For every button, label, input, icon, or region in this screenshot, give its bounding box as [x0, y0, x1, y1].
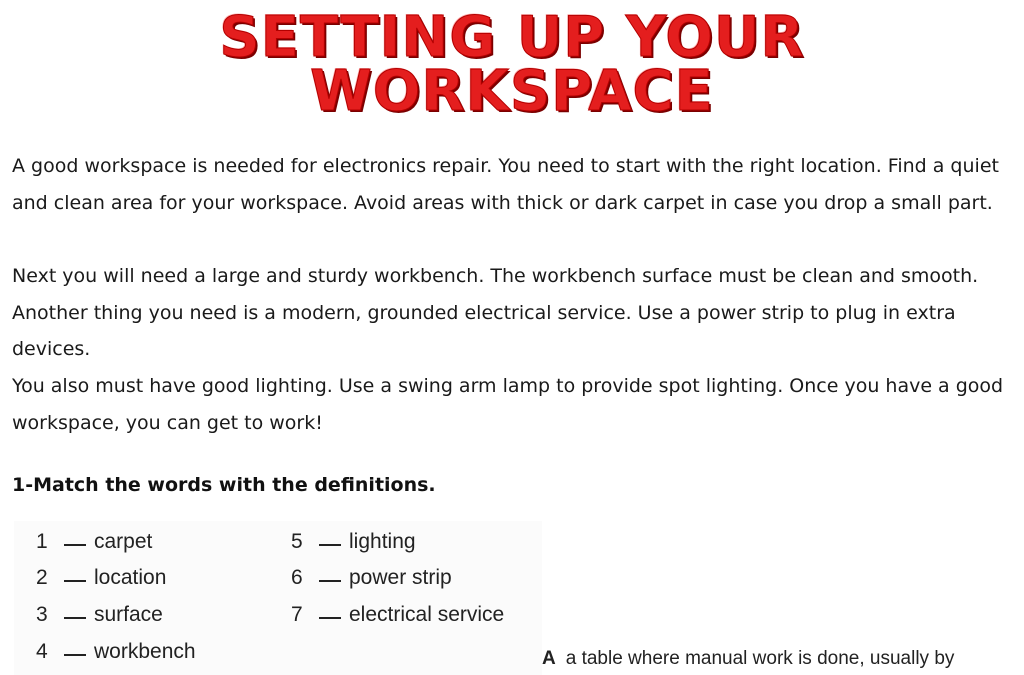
- match-item: [36, 566, 166, 590]
- answer-blank[interactable]: [319, 544, 341, 546]
- answer-blank[interactable]: [319, 617, 341, 619]
- answer-blank[interactable]: [64, 580, 86, 582]
- match-item-word: workbench: [94, 640, 196, 663]
- match-item-word: carpet: [94, 530, 153, 553]
- match-item: [36, 603, 163, 627]
- exercise-heading: 1-Match the words with the definitions.: [12, 474, 436, 496]
- match-item-number: 6: [291, 566, 303, 589]
- definition-text: a table where manual work is done, usually by: [565, 648, 955, 669]
- match-item-number: 3: [36, 603, 48, 626]
- match-item-word: electrical service: [349, 603, 505, 626]
- match-item-number: 2: [36, 566, 48, 589]
- match-item: [291, 603, 504, 627]
- answer-blank[interactable]: [64, 544, 86, 546]
- match-item: [291, 566, 452, 590]
- match-item-word: location: [94, 566, 167, 589]
- definition-item: [542, 648, 954, 670]
- paragraph-location: A good workspace is needed for electronics repair. You need to start with the right location. Find a quiet and clean area for your workspace. Avoid areas with thick or dark carpet in case you drop a small part.: [12, 155, 999, 214]
- answer-blank[interactable]: [64, 654, 86, 656]
- definition-letter: A: [542, 648, 556, 669]
- match-item: [36, 640, 196, 664]
- match-item: [36, 530, 152, 554]
- match-item-number: 7: [291, 603, 303, 626]
- match-item-number: 4: [36, 640, 48, 663]
- answer-blank[interactable]: [319, 580, 341, 582]
- paragraph-workbench: Next you will need a large and sturdy workbench. The workbench surface must be clean and smooth. Another thing you need is a modern, grounded electrical service. Use a power strip to plug in extra devices.: [12, 265, 979, 361]
- match-item-word: lighting: [349, 530, 416, 553]
- page-title-line-1: SETTING UP YOUR: [219, 5, 805, 70]
- match-item-word: power strip: [349, 566, 452, 589]
- paragraph-lighting: You also must have good lighting. Use a swing arm lamp to provide spot lighting. Once you have a good workspace, you can get to work!: [12, 375, 1004, 434]
- match-item-number: 5: [291, 530, 303, 553]
- match-item-number: 1: [36, 530, 48, 553]
- match-item-word: surface: [94, 603, 163, 626]
- match-item: [291, 530, 416, 554]
- page-title-line-2: WORKSPACE: [310, 59, 714, 124]
- answer-blank[interactable]: [64, 617, 86, 619]
